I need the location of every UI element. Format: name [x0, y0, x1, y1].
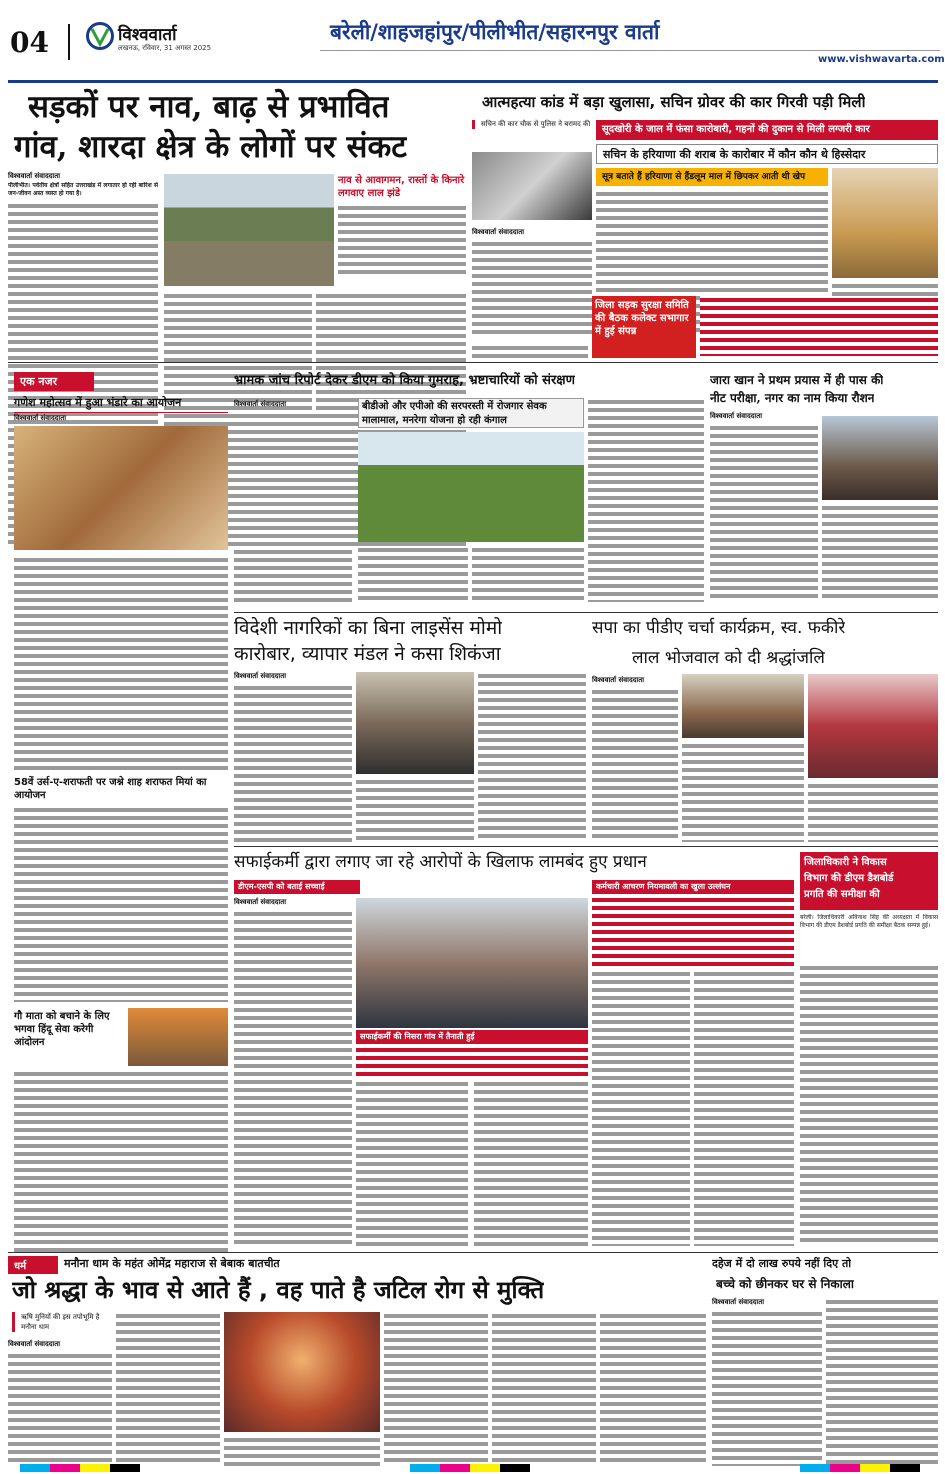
story2-headline: आत्महत्या कांड में बड़ा खुलासा, सचिन ग्रोवर की कार गिरवी पड़ी मिली [482, 93, 866, 111]
story7-headline-line2: लाल भोजवाल को दी श्रद्धांजलि [632, 648, 825, 668]
story-road-safety-box [592, 296, 938, 356]
masthead-divider [68, 24, 70, 60]
story6-body-col2 [356, 778, 474, 842]
story10-body-col6 [600, 1312, 706, 1466]
story8-body-col1 [234, 910, 352, 1246]
story1-byline: विश्ववार्ता संवाददाता [8, 172, 61, 180]
story7-body-col2 [682, 742, 804, 842]
story8-tag2: कर्मचारी आचरण नियमावली का खुला उल्लंघन [592, 880, 794, 894]
sidebar-photo-gau [128, 1008, 228, 1066]
sidebar-item2-title: 58वें उर्स-ए-शराफती पर जश्ने शाह शराफत मियां का आयोजन [14, 777, 207, 801]
story-sanitation-worker [234, 850, 794, 1246]
website[interactable]: www.vishwavarta.com [818, 54, 945, 65]
story-momo-business [234, 616, 586, 842]
story2-banner3: सूत्र बताते हैं हरियाणा से हैंडलूम माल में छिपकर आती थी खेप [596, 168, 828, 186]
story8-byline: विश्ववार्ता संवाददाता [234, 898, 287, 906]
story1-caption-text [338, 204, 466, 274]
story9-lead: बरेली। जिलाधिकारी अविनाश सिंह की अध्यक्षता में विकास विभाग की डीएम डैशबोर्ड प्रगति की समीक्षा बैठक सम्पन्न हुई। [800, 914, 938, 929]
story-manauna-dham [8, 1256, 706, 1466]
story6-byline: विश्ववार्ता संवाददाता [234, 672, 287, 680]
story8-body-col3 [474, 1080, 588, 1246]
divider-row2 [234, 612, 938, 613]
story2-photo-car [472, 152, 592, 220]
sidebar-item1-body [14, 556, 228, 770]
story11-headline-line2: बच्चे को छीनकर घर से निकाला [716, 1277, 854, 1291]
sidebar-ek-nazar [14, 372, 228, 1252]
story4-sub-headline: बीडीओ और एपीओ की सरपरस्ती में रोजगार सेवक मालामाल, मनरेगा योजना हो रही कंगाल [358, 398, 584, 428]
story-neet [710, 372, 938, 608]
story4-headline: भ्रामक जांच रिपोर्ट देकर डीएम को किया गुमराह, भ्रष्टाचारियों को संरक्षण [234, 373, 575, 388]
story-mnrega [234, 372, 704, 608]
story10-photo-mahant [224, 1312, 380, 1432]
story1-caption-title: नाव से आवागमन, रास्तों के किनारे लगवाए लाल झंडे [338, 175, 465, 199]
story-dm-dashboard [800, 852, 938, 1246]
story2-photo-liquor [832, 168, 938, 278]
story5-body-col1 [710, 424, 818, 602]
story10-body-col5 [492, 1312, 596, 1466]
story2-body-col1 [472, 240, 592, 336]
story7-photo-meeting [682, 674, 804, 738]
story8-photo-caption: सफाईकर्मी की निसरा गांव में तैनाती हुई [356, 1030, 588, 1044]
story7-byline: विश्ववार्ता संवाददाता [592, 676, 645, 684]
story-sp-pda [592, 616, 938, 842]
story4-body-col4 [588, 398, 704, 602]
story11-headline-line1: दहेज में दो लाख रुपये नहीं दिए तो [712, 1257, 852, 1270]
story10-quote: ऋषि मुनियों की इस तपोभूमि है मनौना धाम [12, 1312, 112, 1332]
story7-headline-line1: सपा का पीडीए चर्चा कार्यक्रम, स्व. फकीरे [592, 618, 846, 638]
story9-headline-line2: विभाग की डीएम डैशबोर्ड [804, 873, 894, 884]
story6-headline-line2: कारोबार, व्यापार मंडल ने कसा शिकंजा [234, 643, 501, 665]
story9-headline-line3: प्रगति की समीक्षा की [804, 889, 880, 900]
story10-byline: विश्ववार्ता संवाददाता [8, 1340, 61, 1348]
story8-photo-pradhans [356, 898, 588, 1028]
story10-section-label: धर्म [8, 1256, 58, 1274]
story4-photo-field [358, 432, 584, 542]
story2-banner2: सचिन के हरियाणा की शराब के कारोबार में कौन कौन थे हिस्सेदार [596, 144, 938, 164]
divider-row4 [8, 1252, 938, 1253]
story8-body-col4 [592, 970, 690, 1246]
story1-photo-flood [164, 174, 334, 286]
sidebar-photo-bhandara [14, 426, 228, 550]
story11-body-col1 [712, 1310, 822, 1466]
story8-tag1: डीएम-एसपी को बताई सच्चाई [234, 880, 360, 894]
story5-photo-student [822, 416, 938, 500]
story10-body-col2 [116, 1312, 220, 1466]
story9-headline-line1: जिलाधिकारी ने विकास [804, 857, 887, 868]
sidebar-item2-body [14, 806, 228, 1002]
registration-bar-right [800, 1464, 920, 1472]
story8-sidebox [592, 896, 794, 966]
story4-byline: विश्ववार्ता संवाददाता [234, 400, 287, 408]
story10-body-col1 [8, 1352, 112, 1466]
story5-body-col2 [822, 504, 938, 602]
story3-box-title: जिला सड़क सुरक्षा समिति की बैठक कलेक्ट सभागार में हुई संपन्न [592, 296, 696, 358]
registration-bar-left [20, 1464, 140, 1472]
story1-headline-line1: सड़कों पर नाव, बाढ़ से प्रभावित [28, 89, 390, 125]
sidebar-item3-title: गौ माता को बचाने के लिए भगवा हिंदू सेवा करेगी आंदोलन [14, 1011, 110, 1048]
registration-bar-center [410, 1464, 530, 1472]
story2-tail [472, 344, 588, 358]
brand-name: विश्ववार्ता [118, 25, 177, 45]
story9-body [800, 964, 938, 1246]
story7-photo-crowd [808, 674, 938, 778]
page-number: 04 [10, 26, 49, 59]
story10-body-col3 [224, 1436, 380, 1466]
story4-body-col1 [234, 412, 352, 602]
divider-row3 [234, 846, 938, 847]
story9-headline-box [800, 852, 938, 910]
story2-byline: विश्ववार्ता संवाददाता [472, 228, 525, 236]
story6-body-col3 [478, 672, 586, 842]
masthead [0, 0, 945, 86]
story6-headline-line1: विदेशी नागरिकों का बिना लाइसेंस मोमो [234, 617, 503, 639]
story11-byline: विश्ववार्ता संवाददाता [712, 1298, 765, 1306]
sidebar-header: एक नजर [14, 372, 94, 391]
story2-banner1: सूदखोरी के जाल में फंसा कारोबारी, गहनों की दुकान से मिली लग्जरी कार [596, 120, 938, 140]
story8-caption-body [356, 1046, 588, 1076]
masthead-rule [320, 50, 940, 51]
story5-headline-line2: नीट परीक्षा, नगर का नाम किया रौशन [710, 391, 875, 405]
story4-body-col2 [358, 546, 468, 602]
story3-body [700, 296, 938, 356]
story1-lead: पीलीभीत। पर्वतीय क्षेत्रों सहित उत्तराखंड में लगातार हो रही बारिश से जन-जीवन अस्त व्यस्त हो गया है। [8, 182, 158, 197]
story1-headline-line2: गांव, शारदा क्षेत्र के लोगों पर संकट [14, 129, 407, 165]
story6-photo-traders [356, 672, 474, 774]
story8-body-col5 [694, 970, 794, 1246]
story2-photo-caption: सचिन की कार चौक से पुलिस ने बरामद की [472, 120, 592, 129]
city-date: लखनऊ, रविवार, 31 अगस्त 2025 [118, 44, 212, 52]
story-dowry [712, 1256, 938, 1466]
sidebar-item1-byline: विश्ववार्ता संवाददाता [14, 414, 67, 422]
story7-body-col1 [592, 688, 678, 842]
story4-body-col3 [472, 546, 584, 602]
story11-body-col2 [826, 1298, 938, 1466]
sidebar-item3-body [14, 1070, 228, 1252]
story8-headline: सफाईकर्मी द्वारा लगाए जा रहे आरोपों के खिलाफ लामबंद हुए प्रधान [234, 852, 647, 872]
story10-headline: जो श्रद्धा के भाव से आते हैं , वह पाते है जटिल रोग से मुक्ति [12, 1276, 545, 1304]
story7-body-col3 [808, 782, 938, 842]
story5-headline-line1: जारा खान ने प्रथम प्रयास में ही पास की [710, 373, 884, 387]
sidebar-item1-title: गणेश महोत्सव में हुआ भंडारे का आयोजन [14, 396, 228, 413]
story6-body-col1 [234, 684, 352, 842]
story10-kicker: मनौना धाम के महंत ओमेंद्र महाराज से बेबाक बातचीत [64, 1257, 280, 1270]
story5-byline: विश्ववार्ता संवाददाता [710, 412, 763, 420]
section-title: बरेली/शाहजहांपुर/पीलीभीत/सहारनपुर वार्ता [330, 20, 660, 44]
masthead-bottom-rule [8, 80, 938, 83]
divider-row1 [8, 362, 938, 363]
story10-body-col4 [384, 1312, 488, 1466]
story1-caption-box [338, 174, 466, 286]
brand-logo-icon [86, 22, 114, 50]
story8-body-col2 [356, 1080, 468, 1246]
